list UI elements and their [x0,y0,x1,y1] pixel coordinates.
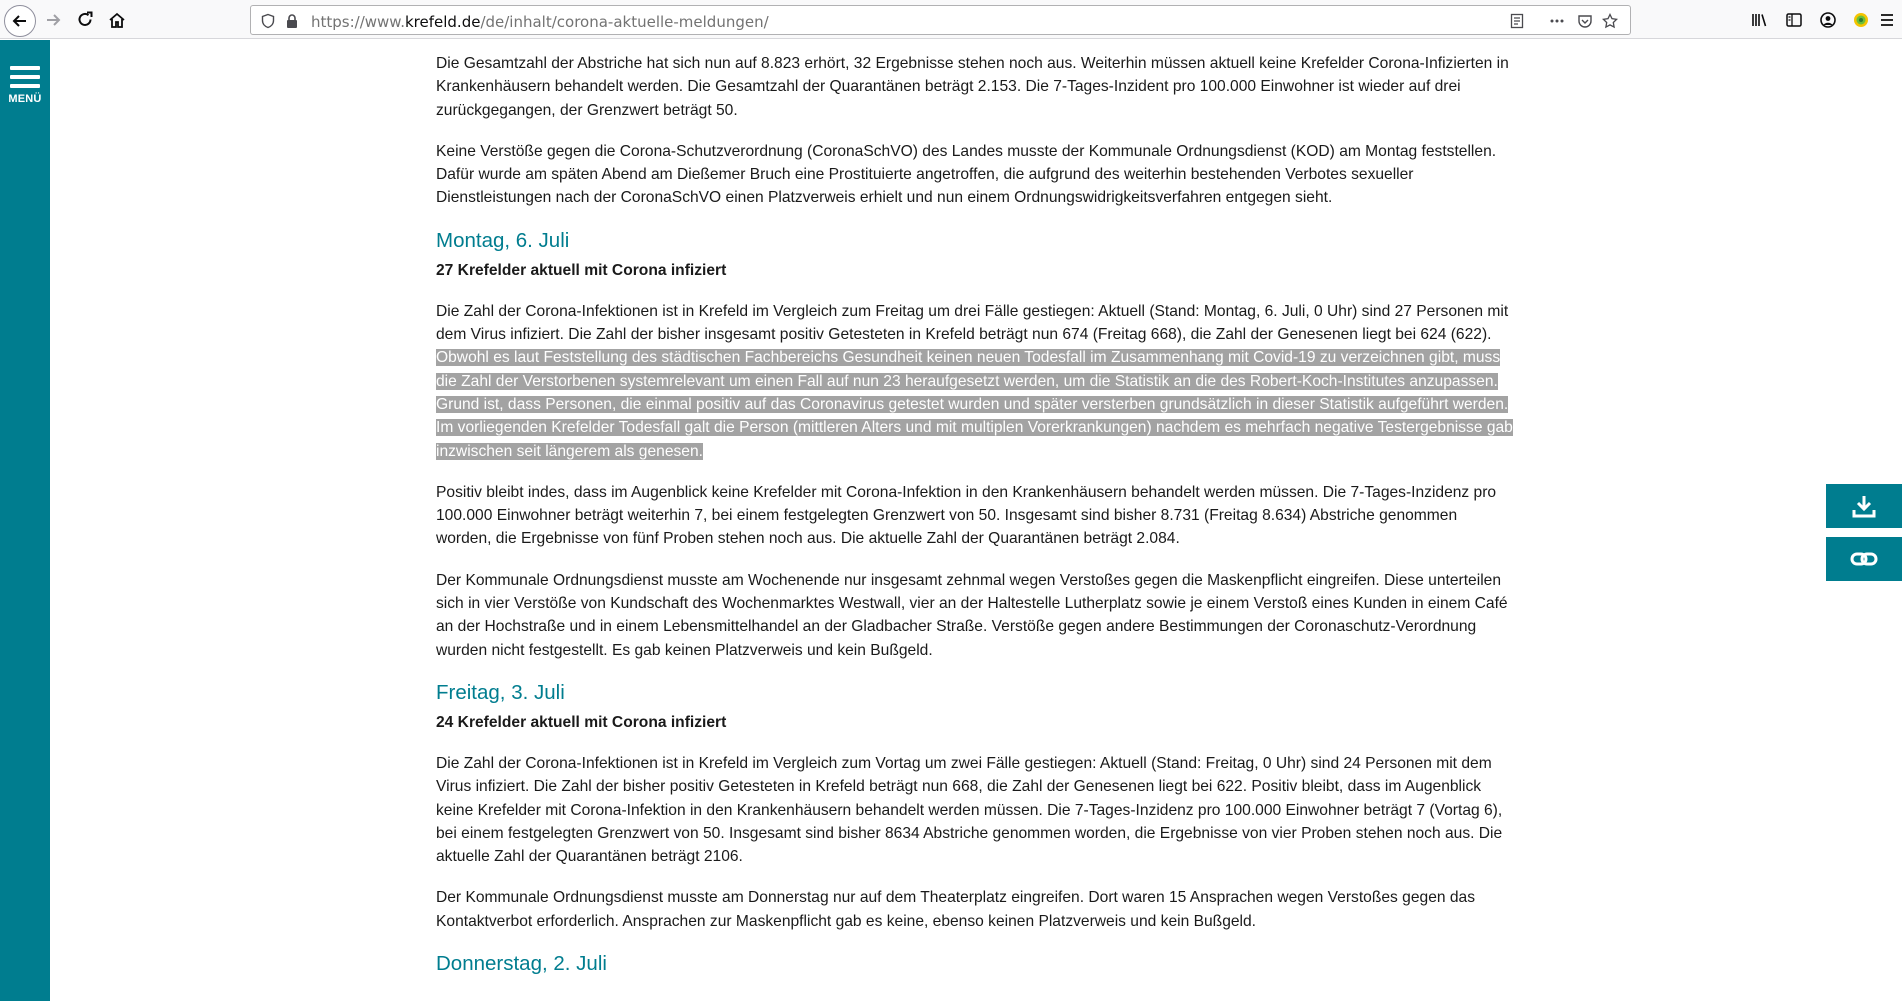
account-icon [1818,10,1838,30]
selected-text[interactable]: Obwohl es laut Feststellung des städtischen Fachbereichs Gesundheit keinen neuen Todesfall im Zusammenhang mit Covid-19 zu verzeichnen gibt, muss die Zahl der Verstorbenen systemrelevant um einen Fall auf nun 23 heraufgesetzt werden, um die Statistik an die des Robert-Koch-Institutes anzupassen. Grund ist, dass Personen, die einmal positiv auf das Coronavirus getestet wurden und später versterben grundsätzlich in dieser Statistik aufgeführt werden. Im vorliegenden Krefelder Todesfall galt die Person (mittleren Alters und mit multiplen Vorerkrankungen) nachdem es mehrfach negative Testergebnisse gab inzwischen seit längerem als genesen. [436,349,1513,460]
section-heading: Freitag, 3. Juli [436,680,565,704]
back-button[interactable] [4,5,36,37]
menu-button[interactable] [0,66,50,126]
reader-view-icon[interactable] [1508,12,1526,30]
menu-label: MENÜ [8,93,42,105]
paragraph: Die Gesamtzahl der Abstriche hat sich nun auf 8.823 erhört, 32 Ergebnisse stehen noch aus. Weiterhin müssen aktuell keine Krefelder Corona-Infizierten in Krankenhäusern behandelt werden. Die Gesamtzahl der Quarantänen beträgt 2.153. Die 7-Tages-Inzident pro 100.000 Einwohner ist wieder auf drei zurückgegangen, der Grenzwert beträgt 50. [436,55,1509,119]
paragraph: Die Zahl der Corona-Infektionen ist in Krefeld im Vergleich zum Vortag um zwei Fälle gestiegen: Aktuell (Stand: Freitag, 0 Uhr) sind 24 Personen mit dem Virus infiziert. Die Zahl der bisher positiv Getesteten in Krefeld beträgt nun 668, die Zahl der Genesenen liegt bei 622. Positiv bleibt, dass im Augenblick keine Krefelder mit Corona-Infektion in den Krankenhäusern behandelt werden müssen. Die 7-Tages-Inzidenz pro 100.000 Einwohner beträgt 7 (Vortag 6), bei einem festgelegten Grenzwert von 50. Insgesamt sind bisher 8634 Abstriche genommen worden, die Ergebnisse von vier Proben stehen noch aus. Die aktuelle Zahl der Quarantänen beträgt 2106. [436,754,1503,866]
arrow-left-icon [10,11,30,31]
section-heading: Donnerstag, 2. Juli [436,952,607,976]
reload-icon [75,10,95,30]
bookmark-star-icon[interactable] [1601,12,1619,30]
download-button[interactable] [1826,484,1902,528]
shield-icon[interactable] [259,12,277,30]
arrow-right-icon [43,10,63,30]
home-button[interactable] [102,5,132,35]
link-icon [1849,544,1879,574]
section-subheading: 27 Krefelder aktuell mit Corona infiziert [436,261,727,279]
app-menu-button[interactable] [1872,5,1902,35]
paragraph: Der Kommunale Ordnungsdienst musste am Wochenende nur insgesamt zehnmal wegen Verstoßes gegen die Maskenpflicht eingreifen. Diese unterteilen sich in vier Verstöße von Kundschaft des Wochenmarktes Westwall, vier an der Haltestelle Lutherplatz sowie je einem Verstoß eines Kunden in einem Café an der Hochstraße und in einem Lebensmittelhandel an der Gladbacher Straße. Verstöße gegen andere Bestimmungen der Coronaschutz-Verordnung wurden nicht festgestellt. Es gab keinen Platzverweis und kein Bußgeld. [436,571,1508,659]
home-icon [107,10,127,30]
section-subheading: 24 Krefelder aktuell mit Corona infiziert [436,713,727,731]
sidebar-toggle-button[interactable] [1779,5,1809,35]
paragraph-text: Die Zahl der Corona-Infektionen ist in Krefeld im Vergleich zum Freitag um drei Fälle gestiegen: Aktuell (Stand: Montag, 6. Juli, 0 Uhr) sind 27 Personen mit dem Virus infiziert. Die Zahl der bisher insgesamt positiv Getesteten in Krefeld beträgt nun 674 (Freitag 668), die Zahl der Genesenen liegt bei 624 (622). [436,302,1509,344]
lock-icon[interactable] [283,12,301,30]
browser-toolbar [0,0,1902,39]
pocket-icon[interactable] [1576,12,1594,30]
article-content [436,52,1516,982]
url-bar[interactable] [250,5,1631,35]
paragraph: Keine Verstöße gegen die Corona-Schutzverordnung (CoronaSchVO) des Landes musste der Kommunale Ordnungsdienst (KOD) am Montag feststellen. Dafür wurde am späten Abend am Dießemer Bruch eine Prostituierte angetroffen, die aufgrund des weiterhin bestehenden Verbotes sexueller Dienstleistungen nach der CoronaSchVO einen Platzverweis erhielt und nun einem Ordnungswidrigkeitsverfahren entgegen sieht. [436,142,1497,207]
account-button[interactable] [1813,5,1843,35]
url-text[interactable]: https://www.krefeld.de/de/inhalt/corona-aktuelle-meldungen/ [311,13,769,31]
section-heading: Montag, 6. Juli [436,228,570,252]
hamburger-icon [10,66,40,93]
copy-link-button[interactable] [1826,537,1902,581]
library-icon [1749,10,1769,30]
forward-button[interactable] [38,5,68,35]
paragraph [436,300,1516,463]
paragraph: Der Kommunale Ordnungsdienst musste am Donnerstag nur auf dem Theaterplatz eingreifen. Dort waren 15 Ansprachen wegen Verstoßes gegen das Kontaktverbot erforderlich. Ansprachen zur Maskenpflicht gab es keine, ebenso keinen Platzverweis und kein Bußgeld. [436,889,1476,930]
download-icon [1849,491,1879,521]
hamburger-menu-icon [1877,10,1897,30]
sidebar-icon [1784,10,1804,30]
extension-icon [1851,10,1871,30]
paragraph: Positiv bleibt indes, dass im Augenblick keine Krefelder mit Corona-Infektion in den Krankenhäusern behandelt werden müssen. Die 7-Tages-Inzidenz pro 100.000 Einwohner beträgt weiterhin 7, bei einem festgelegten Grenzwert von 50. Insgesamt sind bisher 8.731 (Freitag 8.634) Abstriche genommen worden, die Ergebnisse von fünf Proben stehen noch aus. Die aktuelle Zahl der Quarantänen beträgt 2.084. [436,483,1497,548]
reload-button[interactable] [70,5,100,35]
more-actions-icon[interactable] [1548,12,1566,30]
site-sidebar [0,40,50,1001]
library-button[interactable] [1744,5,1774,35]
